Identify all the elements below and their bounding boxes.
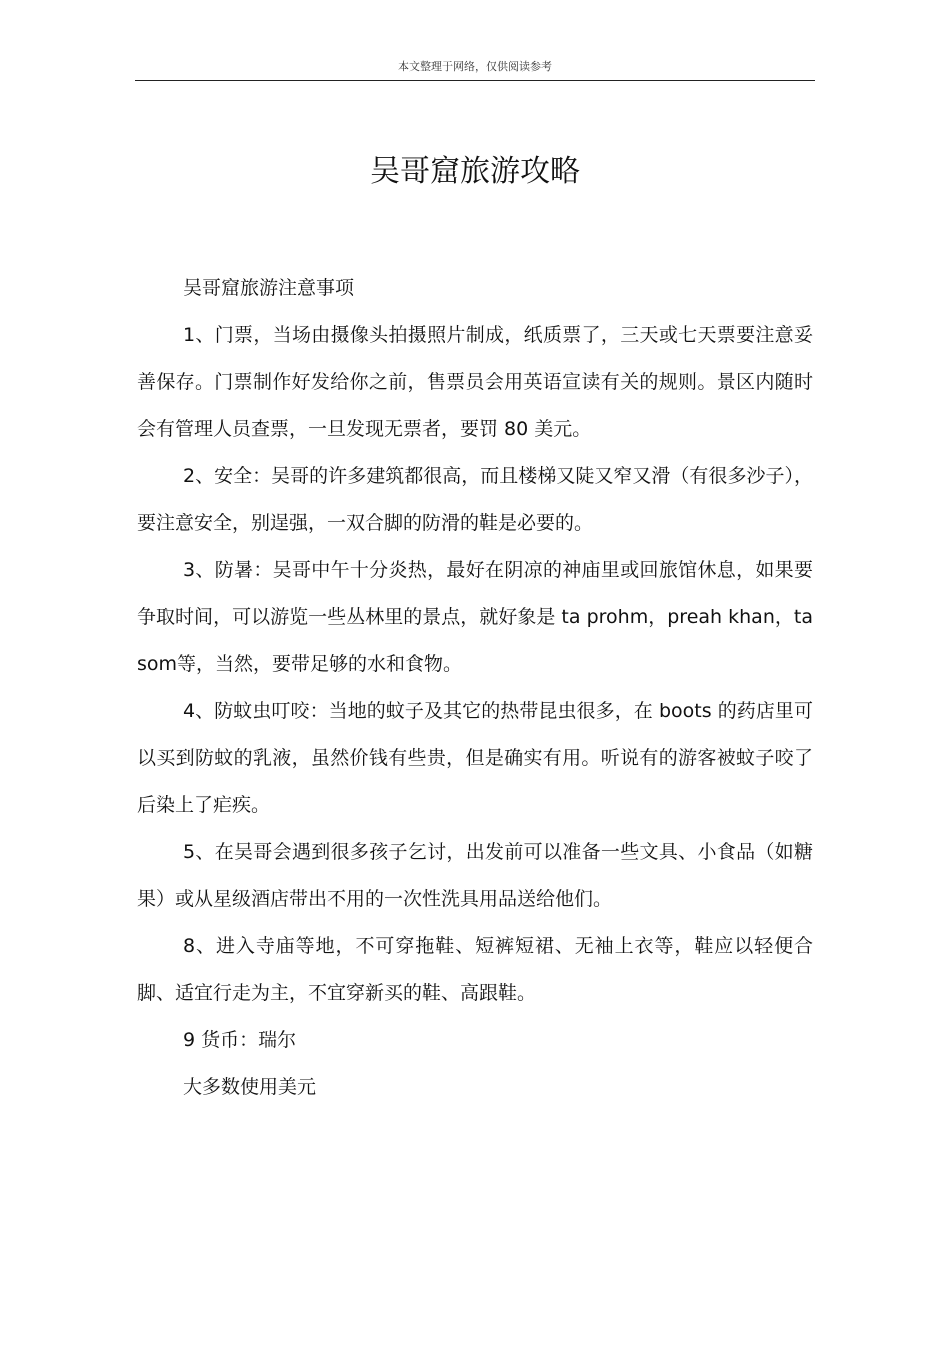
document-title: 吴哥窟旅游攻略 (370, 154, 580, 189)
paragraph-usd: 大多数使用美元 (183, 1076, 317, 1098)
paragraph-safety: 2、安全：吴哥的许多建筑都很高，而且楼梯又陡又窄又滑（有很多沙子），要注意安全，别逞强，一双合脚的防滑的鞋是必要的。 (137, 465, 813, 534)
paragraph-currency: 9 货币：瑞尔 (183, 1029, 297, 1051)
paragraph-children: 5、在吴哥会遇到很多孩子乞讨，出发前可以准备一些文具、小食品（如糖果）或从星级酒店带出不用的一次性洗具用品送给他们。 (137, 841, 813, 910)
header-note: 本文整理于网络，仅供阅读参考 (398, 60, 552, 73)
paragraph-temple-dress: 8、进入寺庙等地，不可穿拖鞋、短裤短裙、无袖上衣等，鞋应以轻便合脚、适宜行走为主，不宜穿新买的鞋、高跟鞋。 (137, 935, 813, 1004)
paragraph-tickets: 1、门票，当场由摄像头拍摄照片制成，纸质票了，三天或七天票要注意妥善保存。门票制作好发给你之前，售票员会用英语宣读有关的规则。景区内随时会有管理人员查票，一旦发现无票者，要罚 80 美元。 (137, 324, 813, 440)
document-body (137, 265, 813, 1111)
section-heading: 吴哥窟旅游注意事项 (183, 277, 355, 299)
page-header (135, 58, 815, 81)
paragraph-heat: 3、防暑：吴哥中午十分炎热，最好在阴凉的神庙里或回旅馆休息，如果要争取时间，可以游览一些丛林里的景点，就好象是 ta prohm，preah khan，ta som等，当然，要带足够的水和食物。 (137, 559, 813, 675)
paragraph-mosquitoes: 4、防蚊虫叮咬：当地的蚊子及其它的热带昆虫很多，在 boots 的药店里可以买到防蚊的乳液，虽然价钱有些贵，但是确实有用。听说有的游客被蚊子咬了后染上了疟疾。 (137, 700, 813, 816)
